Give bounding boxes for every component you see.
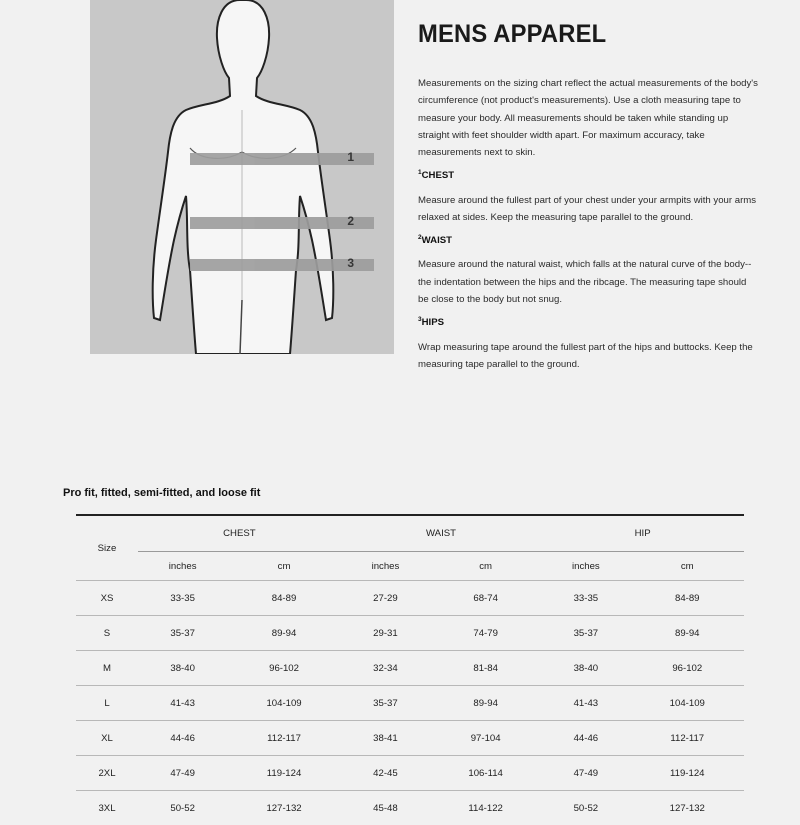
unit-header: inches [341, 552, 430, 581]
size-chart-table [76, 514, 744, 825]
unit-header: inches [541, 552, 630, 581]
table-row [76, 651, 744, 686]
table-cell: 38-41 [341, 721, 430, 756]
fit-title: Pro fit, fitted, semi-fitted, and loose fit [63, 487, 260, 499]
tape-label-1: 1 [347, 150, 354, 164]
table-cell: 41-43 [541, 686, 630, 721]
table-cell: 112-117 [227, 721, 340, 756]
size-cell: 2XL [76, 756, 138, 791]
unit-header: cm [430, 552, 541, 581]
hip-tape [190, 259, 374, 271]
table-cell: 84-89 [227, 581, 340, 616]
size-cell: XL [76, 721, 138, 756]
table-cell: 81-84 [430, 651, 541, 686]
table-row [76, 791, 744, 825]
table-cell: 42-45 [341, 756, 430, 791]
table-cell: 33-35 [138, 581, 227, 616]
table-cell: 106-114 [430, 756, 541, 791]
chest-tape [190, 153, 374, 165]
table-row [76, 616, 744, 651]
table-cell: 27-29 [341, 581, 430, 616]
table-cell: 35-37 [138, 616, 227, 651]
intro-text: Measurements on the sizing chart reflect the actual measurements of the body's circumference (not product's measurements). Use a cloth measuring tape to measure your body. All measurements should be taken while standing up straight with feet shoulder width apart. For maximum accuracy, take measurements next to skin. [418, 75, 758, 161]
table-cell: 33-35 [541, 581, 630, 616]
tape-label-2: 2 [347, 214, 354, 228]
table-cell: 97-104 [430, 721, 541, 756]
table-cell: 44-46 [541, 721, 630, 756]
table-cell: 127-132 [227, 791, 340, 825]
table-cell: 29-31 [341, 616, 430, 651]
table-cell: 44-46 [138, 721, 227, 756]
size-cell: M [76, 651, 138, 686]
waist-heading: $^2$WAIST [418, 234, 758, 246]
table-cell: 45-48 [341, 791, 430, 825]
tape-label-3: 3 [347, 256, 354, 270]
table-cell: 89-94 [430, 686, 541, 721]
size-cell: 3XL [76, 791, 138, 825]
hip-group-header: HIP [541, 515, 744, 552]
chest-group-header: CHEST [138, 515, 341, 552]
table-cell: 96-102 [631, 651, 744, 686]
chest-heading: $^1$CHEST [418, 169, 758, 181]
table-cell: 119-124 [631, 756, 744, 791]
page-title: MENS APPAREL [418, 20, 741, 49]
table-cell: 50-52 [541, 791, 630, 825]
chest-text: Measure around the fullest part of your chest under your armpits with your arms relaxed at sides. Keep the measuring tape parallel to the ground. [418, 192, 758, 227]
table-cell: 47-49 [138, 756, 227, 791]
unit-header: inches [138, 552, 227, 581]
table-cell: 74-79 [430, 616, 541, 651]
table-cell: 41-43 [138, 686, 227, 721]
size-header: Size [76, 515, 138, 581]
table-cell: 38-40 [138, 651, 227, 686]
table-cell: 47-49 [541, 756, 630, 791]
size-cell: S [76, 616, 138, 651]
unit-header: cm [227, 552, 340, 581]
table-cell: 127-132 [631, 791, 744, 825]
table-cell: 32-34 [341, 651, 430, 686]
size-cell: L [76, 686, 138, 721]
table-row [76, 721, 744, 756]
unit-header: cm [631, 552, 744, 581]
table-cell: 89-94 [227, 616, 340, 651]
table-cell: 104-109 [631, 686, 744, 721]
waist-text: Measure around the natural waist, which falls at the natural curve of the body--the indentation between the hips and the ribcage. The measuring tape should be close to the body but not snug. [418, 256, 758, 308]
table-cell: 114-122 [430, 791, 541, 825]
table-row [76, 756, 744, 791]
table-cell: 104-109 [227, 686, 340, 721]
table-cell: 35-37 [541, 616, 630, 651]
table-cell: 35-37 [341, 686, 430, 721]
table-cell: 119-124 [227, 756, 340, 791]
measurement-instructions [418, 20, 758, 373]
table-row [76, 686, 744, 721]
waist-tape [190, 217, 374, 229]
body-measurement-figure [90, 0, 394, 354]
human-silhouette-icon [90, 0, 394, 354]
table-cell: 50-52 [138, 791, 227, 825]
table-cell: 96-102 [227, 651, 340, 686]
waist-group-header: WAIST [341, 515, 541, 552]
size-cell: XS [76, 581, 138, 616]
table-cell: 84-89 [631, 581, 744, 616]
table-cell: 89-94 [631, 616, 744, 651]
table-cell: 38-40 [541, 651, 630, 686]
table-cell: 112-117 [631, 721, 744, 756]
hips-heading: $^3$HIPS [418, 316, 758, 328]
table-row [76, 581, 744, 616]
hips-text: Wrap measuring tape around the fullest part of the hips and buttocks. Keep the measuring tape parallel to the ground. [418, 339, 758, 374]
table-cell: 68-74 [430, 581, 541, 616]
